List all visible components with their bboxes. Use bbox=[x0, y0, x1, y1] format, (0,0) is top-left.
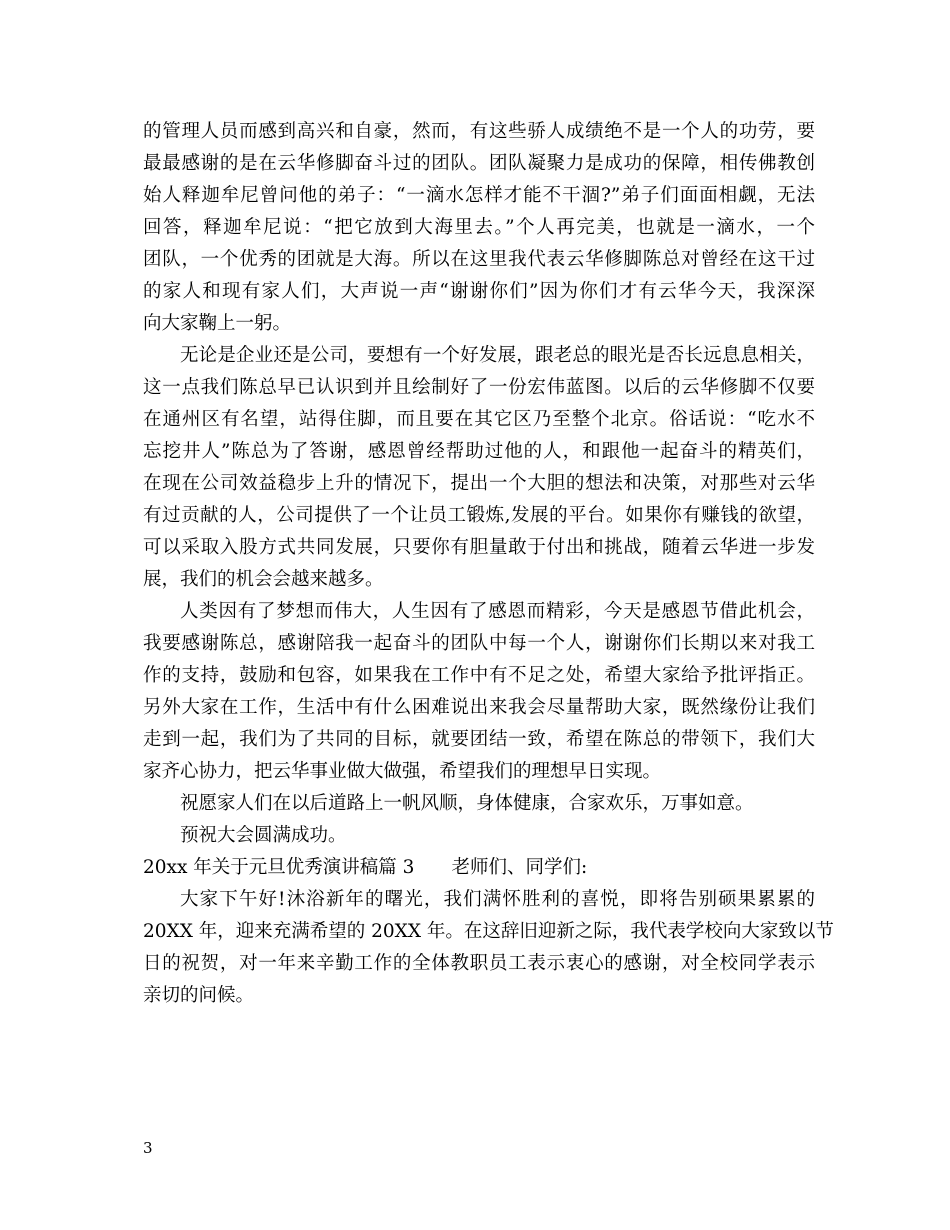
paragraph-first-line: 人类因有了梦想而伟大，人生因有了感恩而精彩，今天是感恩节借此机会， bbox=[180, 601, 815, 622]
text-line: 走到一起，我们为了共同的目标，就要团结一致，希望在陈总的带领下，我们大 bbox=[143, 729, 815, 750]
paragraph-first-line: 大家下午好!沐浴新年的曙光，我们满怀胜利的喜悦，即将告别硕果累累的 bbox=[180, 889, 815, 910]
page-number: 3 bbox=[143, 1139, 153, 1157]
document-body bbox=[143, 116, 834, 1012]
text-line: 最最感谢的是在云华修脚奋斗过的团队。团队凝聚力是成功的保障，相传佛教创 bbox=[143, 153, 815, 174]
section-heading-line: 20xx 年关于元旦优秀演讲稿篇 3 老师们、同学们: bbox=[143, 857, 588, 878]
text-line: 的家人和现有家人们，大声说一声“谢谢你们”因为你们才有云华今天，我深深 bbox=[143, 281, 815, 302]
text-line: 我要感谢陈总，感谢陪我一起奋斗的团队中每一个人，谢谢你们长期以来对我工 bbox=[143, 633, 815, 654]
text-line: 这一点我们陈总早已认识到并且绘制好了一份宏伟蓝图。以后的云华修脚不仅要 bbox=[143, 377, 815, 398]
paragraph-first-line: 无论是企业还是公司，要想有一个好发展，跟老总的眼光是否长远息息相关， bbox=[180, 345, 815, 366]
text-line: 可以采取入股方式共同发展，只要你有胆量敢于付出和挑战，随着云华进一步发 bbox=[143, 537, 815, 558]
paragraph-first-line: 祝愿家人们在以后道路上一帆风顺，身体健康，合家欢乐，万事如意。 bbox=[180, 793, 754, 814]
text-line: 有过贡献的人，公司提供了一个让员工锻炼,发展的平台。如果你有赚钱的欲望， bbox=[143, 505, 815, 526]
text-line: 始人释迦牟尼曾问他的弟子：“一滴水怎样才能不干涸?”弟子们面面相觑，无法 bbox=[143, 185, 815, 206]
text-line: 在通州区有名望，站得住脚，而且要在其它区乃至整个北京。俗话说：“吃水不 bbox=[143, 409, 815, 430]
text-line: 作的支持，鼓励和包容，如果我在工作中有不足之处，希望大家给予批评指正。 bbox=[143, 665, 815, 686]
text-line: 向大家鞠上一躬。 bbox=[143, 313, 292, 334]
text-line: 忘挖井人”陈总为了答谢，感恩曾经帮助过他的人，和跟他一起奋斗的精英们， bbox=[143, 441, 815, 462]
text-line: 家齐心协力，把云华事业做大做强，希望我们的理想早日实现。 bbox=[143, 761, 662, 782]
text-line: 20XX 年，迎来充满希望的 20XX 年。在这辞旧迎新之际，我代表学校向大家致以节 bbox=[143, 921, 834, 942]
text-line: 亲切的问候。 bbox=[143, 985, 255, 1006]
text-line: 日的祝贺，对一年来辛勤工作的全体教职员工表示衷心的感谢，对全校同学表示 bbox=[143, 953, 815, 974]
text-line: 在现在公司效益稳步上升的情况下，提出一个大胆的想法和决策，对那些对云华 bbox=[143, 473, 815, 494]
text-line: 的管理人员而感到高兴和自豪，然而，有这些骄人成绩绝不是一个人的功劳，要 bbox=[143, 121, 815, 142]
text-line: 展，我们的机会会越来越多。 bbox=[143, 569, 384, 590]
paragraph-first-line: 预祝大会圆满成功。 bbox=[180, 825, 347, 846]
text-line: 另外大家在工作，生活中有什么困难说出来我会尽量帮助大家，既然缘份让我们 bbox=[143, 697, 815, 718]
text-line: 团队，一个优秀的团就是大海。所以在这里我代表云华修脚陈总对曾经在这干过 bbox=[143, 249, 815, 270]
text-line: 回答，释迦牟尼说：“把它放到大海里去。”个人再完美，也就是一滴水，一个 bbox=[143, 217, 815, 238]
